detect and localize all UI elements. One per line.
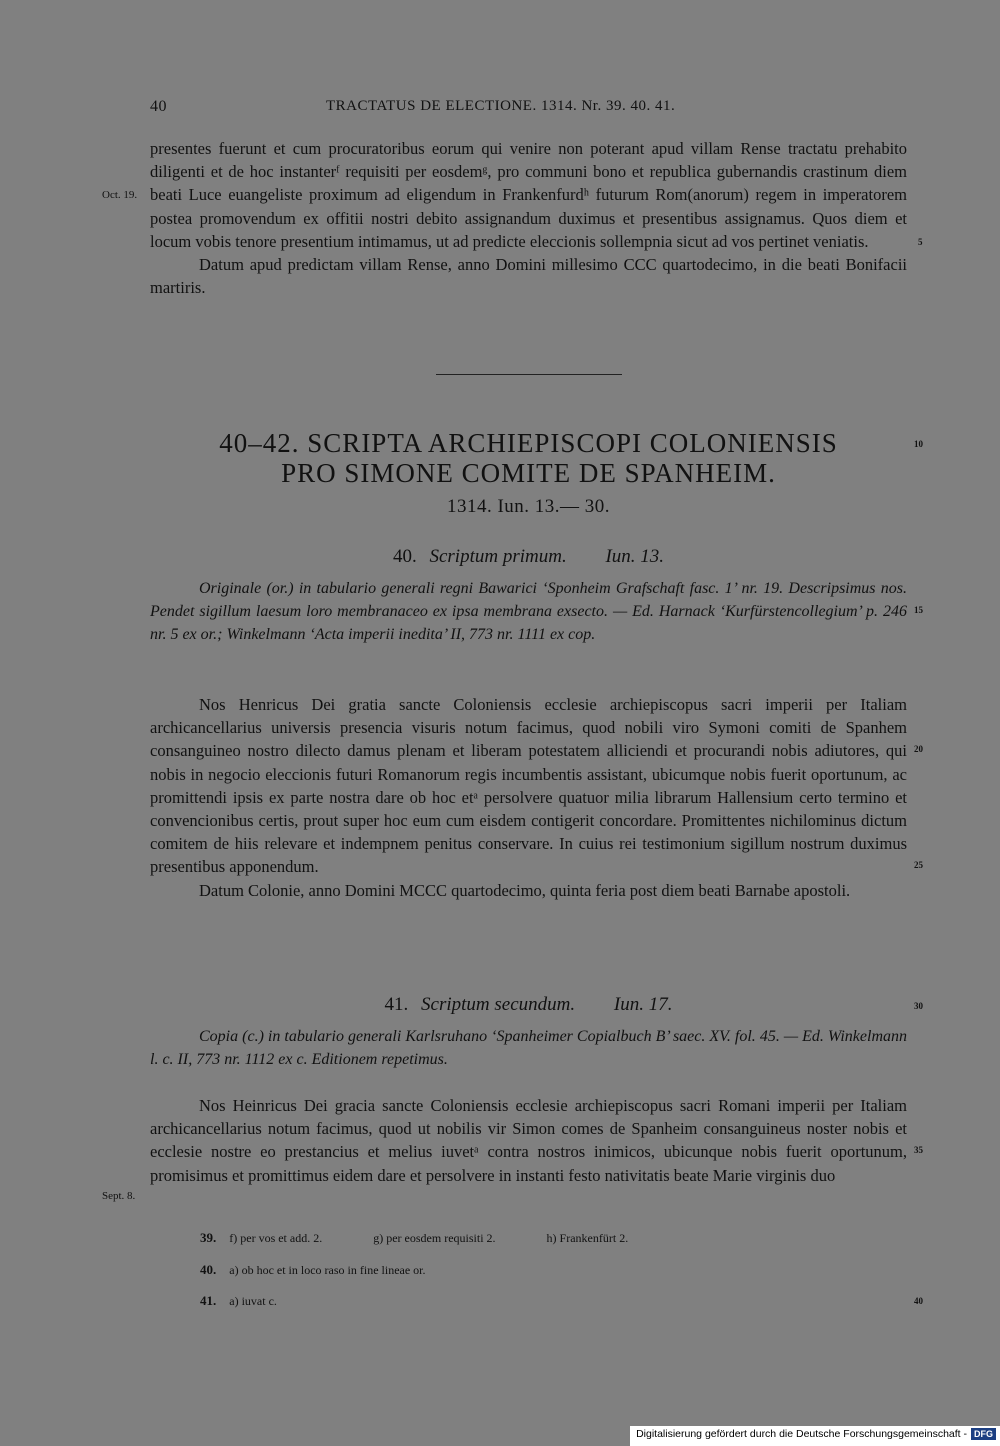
line-number: 5	[918, 237, 923, 247]
footnote-39	[200, 1230, 628, 1246]
running-head	[150, 98, 907, 122]
separator-rule	[436, 374, 622, 375]
footnote-label: 39.	[200, 1230, 217, 1245]
doc40-paragraph: Nos Henricus Dei gratia sancte Coloniensis ecclesie archiepiscopus sacri imperii per Italiam archicancellarius universis presencia visuris notum facimus, quod nobili viro Symoni comiti de Spanhem consanguineo nostro dilecto damus plenam et liberam potestatem alliciendi et procurandi nobis adiutores, qui nobis in negocio eleccionis futuri Romanorum regis incumbentis assistant, ubicumque nobis fuerit oportunum, ac promittendi ipsis ex parte nostra dare ob hoc etᵃ persolvere quatuor milia librarum Hallensium certo termino et convencionibus certis, prout super hoc eum cum eisdem contigerit concordare. Promittentes nichilominus dictum comitem de hiis relevare et indempnem penitus conservare. In cuius rei testimonium sigillum nostrum duximus presentibus apponendum.	[150, 695, 907, 877]
doc41-date: Iun. 17.	[613, 994, 673, 1015]
doc40-title	[150, 546, 907, 568]
section-dates: 1314. Iun. 13.— 30.	[446, 496, 611, 517]
line-number: 10	[914, 439, 923, 449]
line-number: 25	[914, 860, 923, 870]
doc39-paragraph: presentes fuerunt et cum procuratoribus eorum qui venire non poterant apud villam Rense tractatu prehabito diligenti et de hoc instanterᶠ requisiti per eosdemᵍ, pro communi bono et republica gubernandis crastinum diem beati Luce euangeliste proximum ad eligendum in Frankenfurdʰ futurum Rom(anorum) regem in imperatorem postea promovendum ex offitii nostri debito assignandum duximus et presentibus assignamus. Quos diem et locum vobis tenore presentium intimamus, ut ad predicte eleccionis sollempnia sicut ad vos pertinet veniatis.	[150, 139, 907, 251]
footnote-entry: a) ob hoc et in loco raso in fine lineae or.	[229, 1263, 426, 1277]
doc40-source: Originale (or.) in tabulario generali regni Bawarici ‘Sponheim Grafschaft fasc. 1’ nr. 19. Descripsimus nos. Pendet sigillum laesum loro membranaceo ex ipsa membrana exsecto. — Ed. Harnack ‘Kurfürstencollegium’ p. 246 nr. 5 ex or.; Winkelmann ‘Acta imperii inedita’ II, 773 nr. 1111 ex cop.	[150, 580, 907, 644]
line-number: 40	[914, 1296, 923, 1306]
running-title: TRACTATUS DE ELECTIONE. 1314. Nr. 39. 40. 41.	[326, 98, 676, 114]
line-number: 35	[914, 1145, 923, 1155]
credit-text: Digitalisierung gefördert durch die Deutsche Forschungsgemeinschaft -	[636, 1428, 967, 1440]
doc40-date-paragraph: Datum Colonie, anno Domini MCCC quartodecimo, quinta feria post diem beati Barnabe apostoli.	[199, 880, 851, 900]
footnote-label: 41.	[200, 1293, 217, 1308]
dfg-logo: DFG	[971, 1428, 996, 1440]
doc39-date-paragraph: Datum apud predictam villam Rense, anno Domini millesimo CCC quartodecimo, in die beati Bonifacii martiris.	[150, 255, 907, 298]
doc41-title	[150, 994, 907, 1016]
footnote-entry: f) per vos et add. 2.	[229, 1231, 323, 1245]
document-39-text	[150, 137, 907, 299]
margin-date-sept: Sept. 8.	[102, 1190, 136, 1202]
doc40-date: Iun. 13.	[605, 546, 665, 567]
footnote-entry: a) iuvat c.	[229, 1294, 277, 1308]
section-heading-line1: 40–42. SCRIPTA ARCHIEPISCOPI COLONIENSIS	[219, 428, 838, 458]
doc41-title-text: Scriptum secundum.	[421, 994, 576, 1015]
digitization-credit	[630, 1426, 1000, 1446]
footnote-41	[200, 1293, 277, 1309]
margin-date-oct: Oct. 19.	[102, 189, 138, 201]
doc40-number: 40.	[392, 546, 417, 567]
doc40-title-text: Scriptum primum.	[429, 546, 567, 567]
doc41-text	[150, 1094, 907, 1187]
footnote-40	[200, 1262, 426, 1278]
page-number: 40	[150, 98, 167, 115]
line-number: 30	[914, 1001, 923, 1011]
footnotes	[150, 1230, 907, 1310]
doc41-number: 41.	[384, 994, 409, 1015]
footnote-entry: g) per eosdem requisiti 2.	[373, 1231, 496, 1245]
footnote-entry: h) Frankenfürt 2.	[546, 1231, 629, 1245]
doc41-source: Copia (c.) in tabulario generali Karlsruhano ‘Spanheimer Copialbuch B’ saec. XV. fol. 45. — Ed. Winkelmann l. c. II, 773 nr. 1112 ex c. Editionem repetimus.	[150, 1028, 907, 1069]
section-heading-line2: PRO SIMONE COMITE DE SPANHEIM.	[281, 458, 776, 488]
line-number: 15	[914, 605, 923, 615]
line-number: 20	[914, 744, 923, 754]
doc40-text	[150, 693, 907, 902]
doc41-paragraph: Nos Heinricus Dei gracia sancte Coloniensis ecclesie archiepiscopus sacri Romani imperii per Italiam archicancellarius notum facimus, quod ut nobilis vir Simon comes de Spanheim consanguineus noster nobis et ecclesie nostre eo prestancius et melius iuvetᵃ contra nostros inimicos, ubicunque nobis fuerit oportunum, promisimus et promittimus eidem dare et persolvere in instanti festo nativitatis beate Marie virginis duo	[150, 1096, 907, 1185]
footnote-label: 40.	[200, 1262, 217, 1277]
